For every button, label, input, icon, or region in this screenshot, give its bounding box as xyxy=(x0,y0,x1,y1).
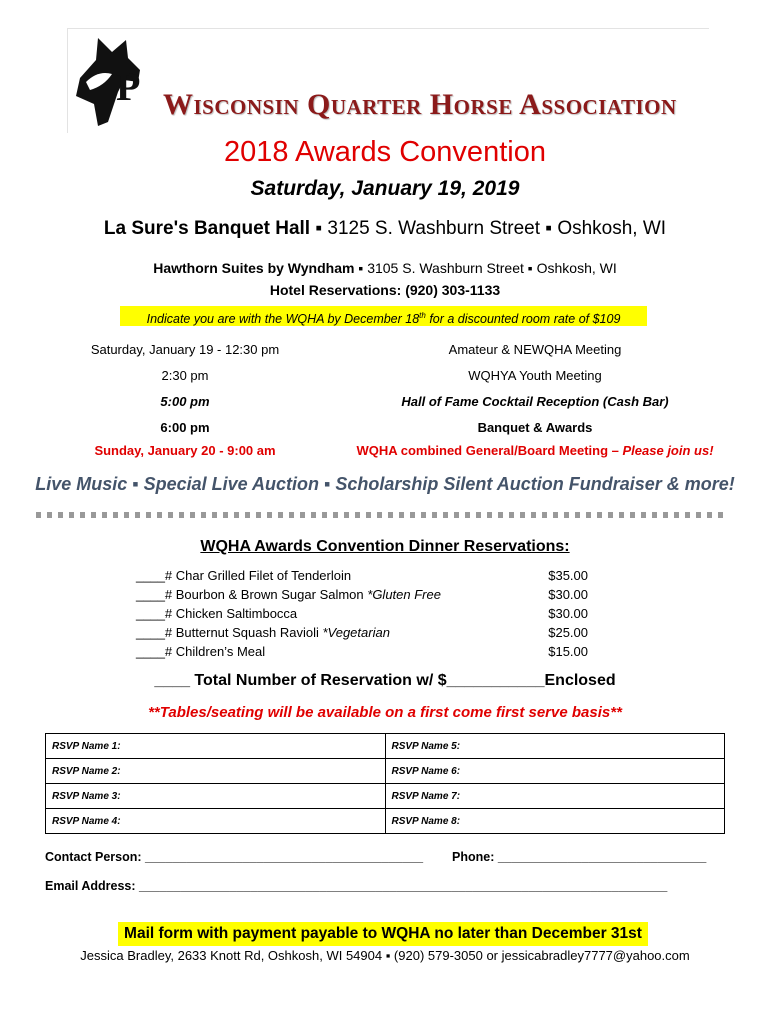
rsvp-name-field[interactable]: RSVP Name 7: xyxy=(385,784,725,809)
schedule-event: WQHYA Youth Meeting xyxy=(468,368,602,383)
schedule-time: 2:30 pm xyxy=(161,368,209,383)
table-row xyxy=(46,759,725,784)
menu-item: ____# Children’s Meal $15.00 xyxy=(136,644,588,659)
horse-head-logo-icon xyxy=(68,30,168,128)
rsvp-name-field[interactable]: RSVP Name 6: xyxy=(385,759,725,784)
schedule-event: Amateur & NEWQHA Meeting xyxy=(448,342,622,357)
mail-instructions: Mail form with payment payable to WQHA no later than December 31st xyxy=(118,922,648,946)
table-row xyxy=(46,809,725,834)
venue-line xyxy=(0,218,770,240)
schedule-event: Hall of Fame Cocktail Reception (Cash Bar) xyxy=(401,394,669,409)
rsvp-table xyxy=(45,733,725,834)
schedule-time: 6:00 pm xyxy=(160,420,210,435)
schedule-time: Saturday, January 19 - 12:30 pm xyxy=(90,342,280,357)
total-reservations-field[interactable]: ____ Total Number of Reservation w/ $___________Enclosed xyxy=(154,672,616,689)
schedule-row xyxy=(0,342,770,362)
page-title: 2018 Awards Convention xyxy=(224,136,546,168)
table-row xyxy=(46,784,725,809)
venue-name: La Sure's Banquet Hall xyxy=(103,218,311,239)
schedule-event: WQHA combined General/Board Meeting – Please join us! xyxy=(356,443,714,458)
org-name: Wisconsin Quarter Horse Association xyxy=(163,88,677,121)
contact-person-field[interactable]: Contact Person: ________________________________________ xyxy=(45,850,424,864)
menu-item: ____# Chicken Saltimbocca $30.00 xyxy=(136,606,588,621)
rsvp-name-field[interactable]: RSVP Name 3: xyxy=(46,784,386,809)
hotel-name: Hawthorn Suites by Wyndham xyxy=(153,260,355,276)
menu-price: $25.00 xyxy=(548,625,588,640)
rsvp-name-field[interactable]: RSVP Name 5: xyxy=(385,734,725,759)
venue-address: ▪ 3125 S. Washburn Street ▪ Oshkosh, WI xyxy=(310,218,667,239)
schedule-row xyxy=(0,443,770,463)
schedule-row xyxy=(0,394,770,414)
schedule-time: Sunday, January 20 - 9:00 am xyxy=(94,443,276,458)
menu-item: ____# Butternut Squash Ravioli *Vegetarian $25.00 xyxy=(136,625,588,640)
rsvp-name-field[interactable]: RSVP Name 8: xyxy=(385,809,725,834)
rsvp-name-field[interactable]: RSVP Name 1: xyxy=(46,734,386,759)
schedule-time: 5:00 pm xyxy=(160,394,210,409)
event-date: Saturday, January 19, 2019 xyxy=(250,177,520,200)
seating-note: **Tables/seating will be available on a first come first serve basis** xyxy=(148,704,622,721)
hotel-reservations: Hotel Reservations: (920) 303-1133 xyxy=(269,282,501,298)
schedule-row xyxy=(0,420,770,440)
reservations-title: WQHA Awards Convention Dinner Reservations: xyxy=(200,538,570,555)
menu-price: $35.00 xyxy=(548,568,588,583)
phone-field[interactable]: Phone: ______________________________ xyxy=(452,850,707,864)
contact-info: Jessica Bradley, 2633 Knott Rd, Oshkosh, WI 54904 ▪ (920) 579-3050 or jessicabradley7777@yahoo.com xyxy=(80,948,690,963)
menu-price: $15.00 xyxy=(548,644,588,659)
hotel-line xyxy=(0,260,770,276)
schedule-row xyxy=(0,368,770,388)
menu-item: ____# Bourbon & Brown Sugar Salmon *Gluten Free $30.00 xyxy=(136,587,588,602)
hotel-address: ▪ 3105 S. Washburn Street ▪ Oshkosh, WI xyxy=(354,260,617,276)
menu-price: $30.00 xyxy=(548,587,588,602)
menu-item: ____# Char Grilled Filet of Tenderloin $35.00 xyxy=(136,568,588,583)
extras-banner: Live Music ▪ Special Live Auction ▪ Scholarship Silent Auction Fundraiser & more! xyxy=(35,474,735,494)
discount-note: Indicate you are with the WQHA by December 18th for a discounted room rate of $109 xyxy=(120,306,647,326)
menu-price: $30.00 xyxy=(548,606,588,621)
svg-text:P: P xyxy=(116,64,141,109)
rsvp-name-field[interactable]: RSVP Name 2: xyxy=(46,759,386,784)
table-row xyxy=(46,734,725,759)
schedule-event: Banquet & Awards xyxy=(477,420,593,435)
dotted-divider xyxy=(36,512,726,518)
email-field[interactable]: Email Address: ____________________________________________________________________________ xyxy=(45,879,668,893)
rsvp-name-field[interactable]: RSVP Name 4: xyxy=(46,809,386,834)
